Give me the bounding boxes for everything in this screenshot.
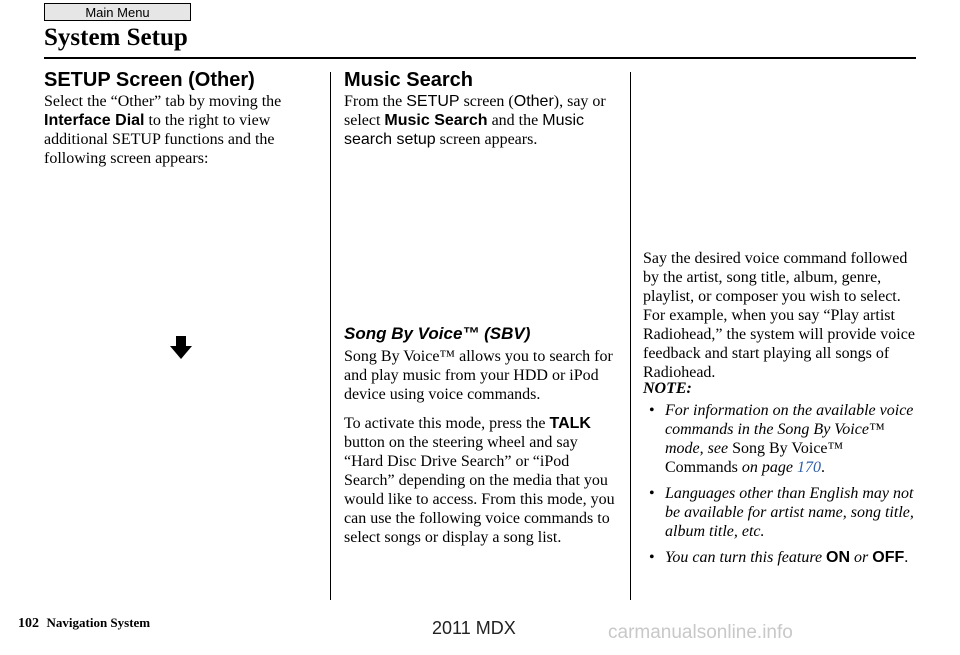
footer-model-name: 2011 MDX	[432, 618, 516, 638]
page-title: System Setup	[44, 24, 188, 51]
section-heading-music-search: Music Search	[344, 69, 473, 91]
off-term: OFF	[872, 549, 905, 566]
setup-other-paragraph: Select the “Other” tab by moving the Interface Dial to the right to view additional SETUP functions and the following screen appears:	[44, 93, 282, 167]
interface-dial-term: Interface Dial	[44, 112, 145, 129]
note-list	[643, 401, 920, 574]
voice-command-paragraph: Say the desired voice command followed by the artist, song title, album, genre, playlist, or composer you wish to select. For example, when you say “Play artist Radiohead,” the system will provide voice feedback and start playing all songs of Radiohead.	[643, 250, 915, 381]
on-term: ON	[826, 549, 851, 566]
header-divider	[44, 57, 916, 59]
watermark-text: carmanualsonline.info	[608, 622, 793, 643]
sbv-intro-paragraph: Song By Voice™ allows you to search for and play music from your HDD or iPod device using voice commands.	[344, 348, 613, 403]
column-divider-2	[630, 72, 631, 600]
main-menu-button[interactable]: Main Menu	[44, 3, 191, 21]
note-title: NOTE:	[643, 380, 692, 397]
list-item: • For information on the available voice commands in the Song By Voice™ mode, see Song By Voice™ Commands on page 170.	[649, 402, 914, 476]
column-divider-1	[330, 72, 331, 600]
section-heading-setup-other: SETUP Screen (Other)	[44, 69, 255, 91]
subheading-song-by-voice: Song By Voice™ (SBV)	[344, 324, 531, 343]
music-search-paragraph: From the SETUP screen (Other), say or select Music Search and the Music search setup screen appears.	[344, 93, 606, 148]
list-item: • Languages other than English may not be available for artist name, song title, album title, etc.	[649, 485, 914, 540]
talk-button-term: TALK	[549, 415, 591, 432]
page-number: 102	[18, 616, 39, 631]
footer-section-name: Navigation System	[46, 615, 151, 630]
page-footer	[18, 615, 150, 632]
list-item: • You can turn this feature ON or OFF.	[649, 549, 909, 566]
sbv-activate-paragraph: To activate this mode, press the TALK button on the steering wheel and say “Hard Disc Drive Search” or “iPod Search” depending on the media that you would like to access. From this mode, you can use the following voice commands to select songs or display a song list.	[344, 415, 615, 546]
arrow-down-icon	[170, 336, 192, 360]
page-link-170[interactable]: 170	[797, 459, 821, 476]
